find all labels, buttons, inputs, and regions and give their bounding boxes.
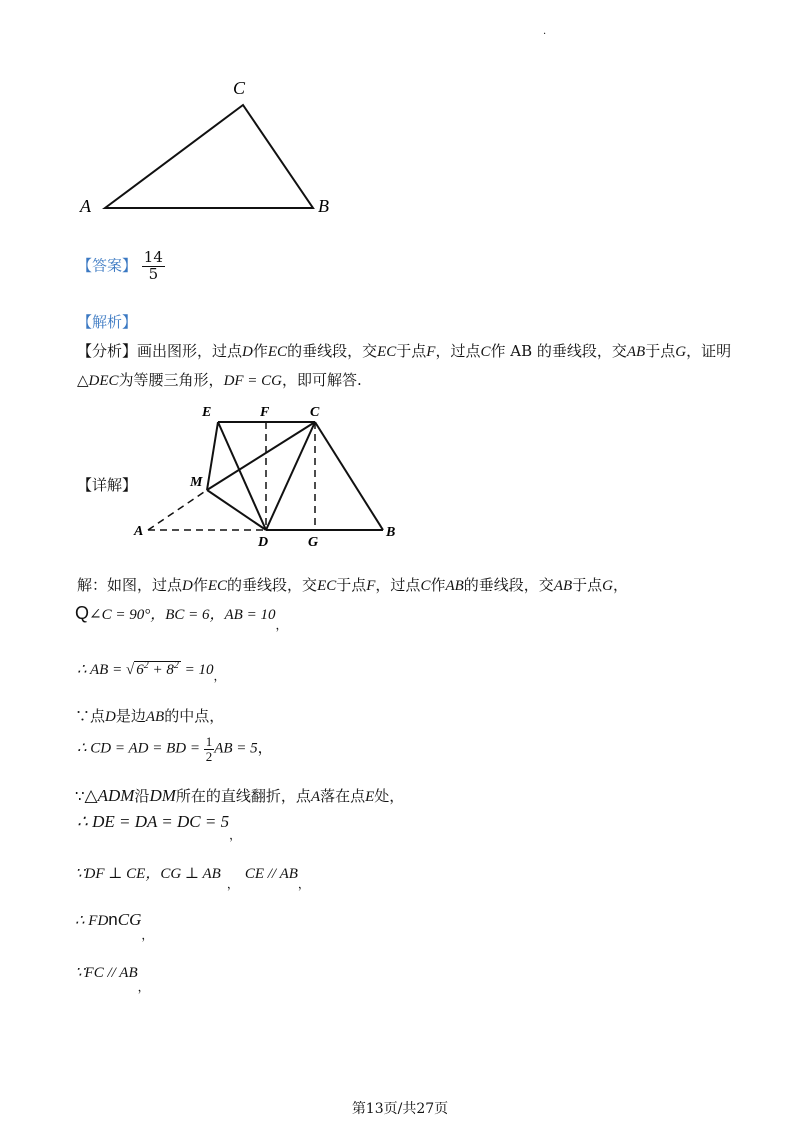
- math: D: [242, 344, 253, 360]
- label-a: A: [80, 196, 91, 216]
- math: AB = 5: [214, 740, 258, 757]
- text: 于点: [572, 576, 603, 594]
- math: EC: [267, 344, 288, 360]
- math: ∠C = 90°，: [89, 607, 166, 623]
- math: D: [105, 709, 116, 725]
- math: ∵FC // AB: [75, 965, 138, 981]
- page-footer: 第13页/共27页: [351, 1101, 449, 1117]
- math: EC: [317, 578, 337, 594]
- solution-line-3: ∴ AB = √ $6^2 + 8^2 = 10_,$: [77, 660, 226, 683]
- text: 于点: [336, 576, 367, 594]
- math: AB: [445, 578, 464, 594]
- math: 2: [205, 748, 213, 764]
- corner-mark: .: [543, 26, 547, 37]
- label-m: M: [190, 475, 203, 490]
- text: Q: [75, 603, 90, 623]
- math: 6: [136, 662, 144, 678]
- math: + 8: [148, 662, 174, 678]
- math: AB: [626, 344, 646, 360]
- half-fraction: [204, 735, 215, 763]
- text: ∵点: [75, 707, 106, 725]
- math: ∴ CD = AD = BD =: [77, 740, 204, 757]
- solution-line-1: [77, 574, 628, 595]
- text: ，: [226, 877, 239, 891]
- text: 的垂线段，交: [287, 342, 378, 360]
- text: 处，: [374, 787, 405, 805]
- text: 作 AB 的垂线段，交: [490, 342, 627, 360]
- text: ，: [137, 980, 150, 994]
- text: ，: [257, 740, 273, 757]
- label-e: E: [202, 405, 212, 420]
- math: AB: [553, 578, 573, 594]
- math: F: [426, 344, 436, 360]
- analysis-tag: 【解析】: [77, 313, 138, 331]
- math: ∴ DE = DA = DC = 5: [77, 812, 230, 831]
- solution-line-4: [75, 705, 224, 726]
- math: CE // AB: [244, 866, 298, 882]
- math: n: [108, 910, 118, 929]
- text: ，: [213, 669, 226, 683]
- math: E: [365, 789, 375, 805]
- text: 作: [192, 576, 208, 594]
- math: C: [420, 578, 431, 594]
- math: BC = 6，: [165, 607, 225, 623]
- text: ，: [297, 877, 310, 891]
- math: 2: [173, 660, 179, 671]
- math: DM: [149, 786, 176, 805]
- math: DF = CG: [223, 373, 283, 389]
- text: 画出图形，过点: [137, 342, 243, 360]
- text: 解：如图，过点: [77, 576, 183, 594]
- math: ∴ AB =: [77, 662, 126, 678]
- fenxi-tag: 【分析】: [77, 342, 138, 360]
- math: ∴ FD: [75, 913, 109, 929]
- text: △: [77, 371, 89, 389]
- math: G: [675, 344, 687, 360]
- text: 于点: [396, 342, 427, 360]
- text: 的垂线段，交: [463, 576, 554, 594]
- text: 的中点，: [164, 707, 225, 725]
- math: D: [182, 578, 193, 594]
- math: 1: [205, 734, 213, 749]
- label-a: A: [134, 524, 144, 539]
- text: ，过点: [435, 342, 481, 360]
- math: EC: [207, 578, 228, 594]
- triangle-abc-figure: [70, 70, 350, 220]
- answer-numerator: 14: [143, 248, 163, 266]
- solution-line-8: [75, 862, 310, 892]
- answer-tag: 【答案】: [77, 256, 138, 275]
- text: 于点: [645, 342, 676, 360]
- math: DEC: [88, 373, 119, 389]
- fenxi-line-2: [77, 369, 362, 390]
- math: C: [480, 344, 491, 360]
- fold-figure: [130, 400, 410, 550]
- text: 作: [252, 342, 268, 360]
- label-d: D: [258, 535, 269, 550]
- label-c: C: [310, 405, 320, 420]
- math: CG: [117, 910, 142, 929]
- text: 的垂线段，交: [227, 576, 318, 594]
- answer-line: [77, 250, 165, 283]
- text: ，: [229, 828, 242, 842]
- text: ∵: [75, 787, 85, 805]
- math: ∵DF ⊥ CE，: [75, 866, 161, 882]
- math: CG ⊥ AB: [160, 866, 221, 882]
- text: 为等腰三角形，: [118, 371, 224, 389]
- text: ，: [613, 576, 629, 594]
- label-c: C: [233, 78, 246, 98]
- math: AB = 10: [224, 607, 276, 623]
- label-f: F: [260, 405, 270, 420]
- triangle-abc-outline: [105, 105, 313, 208]
- label-g: G: [308, 535, 319, 550]
- math: = 10: [180, 662, 214, 678]
- math: A: [310, 789, 321, 805]
- math: 2: [143, 660, 149, 671]
- answer-fraction: [142, 250, 165, 283]
- math: AB: [145, 709, 165, 725]
- math: EC: [377, 344, 397, 360]
- label-b: B: [318, 196, 329, 216]
- solution-line-10: [75, 963, 150, 995]
- text: ，: [141, 928, 154, 942]
- text: ，: [275, 618, 288, 632]
- answer-denominator: 5: [148, 264, 159, 283]
- math: G: [602, 578, 613, 594]
- xiangjie-tag: 【详解】: [77, 476, 138, 494]
- text: 落在点: [320, 787, 366, 805]
- solution-line-2: [75, 603, 287, 633]
- text: 沿: [134, 787, 150, 805]
- label-b: B: [386, 525, 396, 540]
- text: ，即可解答.: [282, 371, 362, 389]
- fenxi-line-1: [77, 340, 731, 361]
- text: ，过点: [375, 576, 421, 594]
- text: ，证明: [686, 342, 732, 360]
- text: 是边: [115, 707, 146, 725]
- solution-line-7: [77, 812, 241, 843]
- text: 所在的直线翻折，点: [175, 787, 311, 805]
- solution-line-5: [77, 735, 273, 763]
- text: 作: [430, 576, 446, 594]
- math: △ADM: [84, 786, 135, 805]
- solution-line-6: [75, 785, 404, 806]
- math: F: [366, 578, 376, 594]
- solution-line-9: [75, 910, 153, 943]
